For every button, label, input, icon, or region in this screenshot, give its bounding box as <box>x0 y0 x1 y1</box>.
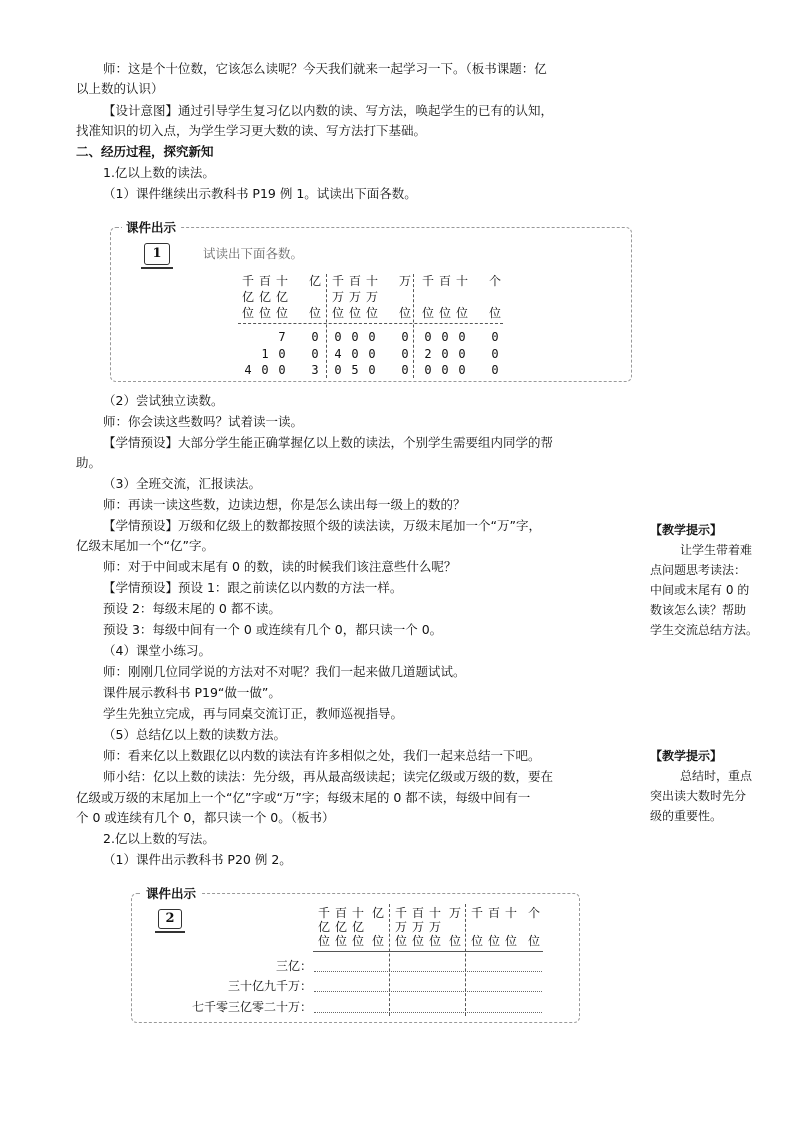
place-header: 百 <box>334 906 347 920</box>
digit-cell: 0 <box>334 363 342 377</box>
place-header: 万 <box>348 290 361 304</box>
subsection-heading: 2.亿以上数的写法。 <box>103 831 215 846</box>
digit-cell: 0 <box>351 330 359 344</box>
place-header: 万 <box>448 906 461 920</box>
place-header: 百 <box>438 274 451 288</box>
place-header: 位 <box>371 934 384 948</box>
digit-cell: 0 <box>278 363 286 377</box>
tip-title: 【教学提示】 <box>650 523 723 537</box>
place-header: 位 <box>308 306 321 320</box>
place-header: 位 <box>438 306 451 320</box>
place-header: 千 <box>331 274 344 288</box>
place-header: 个 <box>527 906 540 920</box>
teaching-tip-1 <box>650 520 780 640</box>
digit-cell: 0 <box>278 347 286 361</box>
place-header: 亿 <box>317 920 330 934</box>
level-divider <box>389 904 390 1016</box>
text-line: 预设 3：每级中间有一个 0 或连续有几个 0，都只读一个 0。 <box>103 622 443 637</box>
place-header: 位 <box>470 934 483 948</box>
digit-cell: 3 <box>311 363 319 377</box>
text-line: 师：这是个十位数，它该怎么读呢？今天我们就来一起学习一下。（板书课题：亿 <box>103 61 547 76</box>
text-line: （2）尝试独立读数。 <box>103 393 224 408</box>
header-divider <box>313 951 543 952</box>
summary-text: 亿级或万级的末尾加上一个“亿”字或“万”字；每级末尾的 0 都不读，每级中间有一 <box>76 790 531 805</box>
place-header: 位 <box>275 306 288 320</box>
place-header: 百 <box>258 274 271 288</box>
place-header: 亿 <box>241 290 254 304</box>
tip-line: 学生交流总结方法。 <box>650 623 759 637</box>
text-line: （5）总结亿以上数的读数方法。 <box>103 727 286 742</box>
place-header: 万 <box>398 274 411 288</box>
tip-line: 数该怎么读？帮助 <box>650 603 747 617</box>
digit-cell: 0 <box>441 347 449 361</box>
place-header: 百 <box>411 906 424 920</box>
digit-cell: 0 <box>368 363 376 377</box>
place-header: 亿 <box>275 290 288 304</box>
place-header: 万 <box>411 920 424 934</box>
place-header: 位 <box>411 934 424 948</box>
place-header: 位 <box>421 306 434 320</box>
subsection-heading: 1.亿以上数的读法。 <box>103 165 215 180</box>
answer-line <box>314 971 542 972</box>
digit-cell: 1 <box>261 347 269 361</box>
place-header: 位 <box>317 934 330 948</box>
text-line: （1）课件出示教科书 P20 例 2。 <box>103 852 292 867</box>
digit-cell: 4 <box>244 363 252 377</box>
place-header: 十 <box>365 274 378 288</box>
level-divider <box>413 274 414 378</box>
place-header: 万 <box>428 920 441 934</box>
digit-cell: 0 <box>368 347 376 361</box>
place-header: 千 <box>470 906 483 920</box>
digit-cell: 0 <box>401 363 409 377</box>
learning-preset: 【学情预设】大部分学生能正确掌握亿以上数的读法，个别学生需要组内同学的帮 <box>103 435 554 450</box>
digit-cell: 0 <box>424 330 432 344</box>
example-1-badge: 1 <box>144 243 170 265</box>
digit-cell: 0 <box>458 363 466 377</box>
place-header: 位 <box>258 306 271 320</box>
section-heading: 二、经历过程，探究新知 <box>76 144 214 159</box>
place-header: 位 <box>241 306 254 320</box>
tip-line: 点问题思考读法： <box>650 563 747 577</box>
place-header: 位 <box>348 306 361 320</box>
text-line: 以上数的认识） <box>76 81 164 96</box>
text-line: 师：再读一读这些数，边读边想，你是怎么读出每一级上的数的？ <box>103 497 466 512</box>
level-divider <box>465 904 466 1016</box>
place-header: 亿 <box>308 274 321 288</box>
place-header: 亿 <box>258 290 271 304</box>
place-header: 千 <box>394 906 407 920</box>
example-1-tab: 课件出示 <box>122 218 180 236</box>
digit-cell: 0 <box>401 330 409 344</box>
digit-cell: 2 <box>424 347 432 361</box>
digit-cell: 0 <box>458 330 466 344</box>
digit-cell: 0 <box>261 363 269 377</box>
place-header: 十 <box>351 906 364 920</box>
learning-preset: 【学情预设】预设 1：跟之前读亿以内数的方法一样。 <box>103 580 403 595</box>
digit-cell: 0 <box>491 347 499 361</box>
design-intent: 【设计意图】通过引导学生复习亿以内数的读、写方法，唤起学生的已有的认知， <box>103 103 554 118</box>
place-header: 位 <box>527 934 540 948</box>
summary-text: 个 0 或连续有几个 0，都只读一个 0。（板书） <box>76 810 335 825</box>
tip-title: 【教学提示】 <box>650 749 723 763</box>
tip-line: 让学生带着难 <box>680 543 753 557</box>
text-line: 师：刚刚几位同学说的方法对不对呢？我们一起来做几道题试试。 <box>103 664 466 679</box>
place-header: 位 <box>351 934 364 948</box>
digit-cell: 0 <box>401 347 409 361</box>
digit-cell: 0 <box>311 347 319 361</box>
text-line: 助。 <box>76 455 102 470</box>
digit-cell: 0 <box>334 330 342 344</box>
text-line: 亿级末尾加一个“亿”字。 <box>76 538 214 553</box>
write-prompt-label: 三十亿九千万： <box>227 979 312 993</box>
place-header: 十 <box>275 274 288 288</box>
place-header: 亿 <box>334 920 347 934</box>
text-line: 学生先独立完成，再与同桌交流订正，教师巡视指导。 <box>103 706 404 721</box>
place-header: 十 <box>455 274 468 288</box>
place-header: 位 <box>488 306 501 320</box>
place-header: 位 <box>504 934 517 948</box>
place-header: 位 <box>394 934 407 948</box>
level-divider <box>326 274 327 378</box>
place-header: 亿 <box>371 906 384 920</box>
text-line: 找准知识的切入点，为学生学习更大数的读、写方法打下基础。 <box>76 123 427 138</box>
place-header: 千 <box>317 906 330 920</box>
place-header: 位 <box>487 934 500 948</box>
text-line: （1）课件继续出示教科书 P19 例 1。试读出下面各数。 <box>103 186 417 201</box>
digit-cell: 0 <box>441 330 449 344</box>
digit-cell: 0 <box>491 363 499 377</box>
learning-preset: 【学情预设】万级和亿级上的数都按照个级的读法读，万级末尾加一个“万”字， <box>103 518 541 533</box>
place-header: 万 <box>331 290 344 304</box>
place-header: 位 <box>428 934 441 948</box>
summary-text: 师小结：亿以上数的读法：先分级，再从最高级读起；读完亿级或万级的数，要在 <box>103 769 554 784</box>
text-line: 课件展示教科书 P19“做一做”。 <box>103 685 281 700</box>
digit-cell: 0 <box>368 330 376 344</box>
header-divider <box>238 323 503 324</box>
digit-cell: 0 <box>458 347 466 361</box>
digit-cell: 4 <box>334 347 342 361</box>
tip-line: 中间或末尾有 0 的 <box>650 583 750 597</box>
place-header: 位 <box>398 306 411 320</box>
teaching-tip-2 <box>650 746 780 826</box>
place-header: 位 <box>365 306 378 320</box>
answer-line <box>314 991 542 992</box>
digit-cell: 5 <box>351 363 359 377</box>
text-line: 师：对于中间或末尾有 0 的数，读的时候我们该注意些什么呢？ <box>103 559 457 574</box>
place-header: 位 <box>334 934 347 948</box>
digit-cell: 0 <box>311 330 319 344</box>
place-header: 位 <box>455 306 468 320</box>
answer-line <box>314 1012 542 1013</box>
write-prompt-label: 三亿： <box>275 959 312 973</box>
place-header: 千 <box>421 274 434 288</box>
digit-cell: 0 <box>351 347 359 361</box>
tip-line: 总结时，重点 <box>680 769 753 783</box>
place-header: 万 <box>394 920 407 934</box>
example-2-tab: 课件出示 <box>142 884 200 902</box>
place-header: 个 <box>488 274 501 288</box>
digit-cell: 0 <box>441 363 449 377</box>
place-header: 亿 <box>351 920 364 934</box>
tip-line: 突出读大数时先分 <box>650 789 747 803</box>
text-line: 预设 2：每级末尾的 0 都不读。 <box>103 601 281 616</box>
text-line: 师：你会读这些数吗？试着读一读。 <box>103 414 304 429</box>
example-1-prompt: 试读出下面各数。 <box>203 246 304 261</box>
place-header: 万 <box>365 290 378 304</box>
digit-cell: 7 <box>278 330 286 344</box>
tip-line: 级的重要性。 <box>650 809 723 823</box>
text-line: 师：看来亿以上数跟亿以内数的读法有许多相似之处，我们一起来总结一下吧。 <box>103 748 541 763</box>
place-header: 十 <box>428 906 441 920</box>
digit-cell: 0 <box>491 330 499 344</box>
text-line: （3）全班交流，汇报读法。 <box>103 476 261 491</box>
place-header: 千 <box>241 274 254 288</box>
text-line: （4）课堂小练习。 <box>103 643 211 658</box>
digit-cell: 0 <box>424 363 432 377</box>
place-header: 百 <box>487 906 500 920</box>
place-header: 百 <box>348 274 361 288</box>
example-2-badge: 2 <box>158 909 182 929</box>
place-header: 十 <box>504 906 517 920</box>
place-header: 位 <box>331 306 344 320</box>
write-prompt-label: 七千零三亿零二十万： <box>191 1000 312 1014</box>
place-header: 位 <box>448 934 461 948</box>
